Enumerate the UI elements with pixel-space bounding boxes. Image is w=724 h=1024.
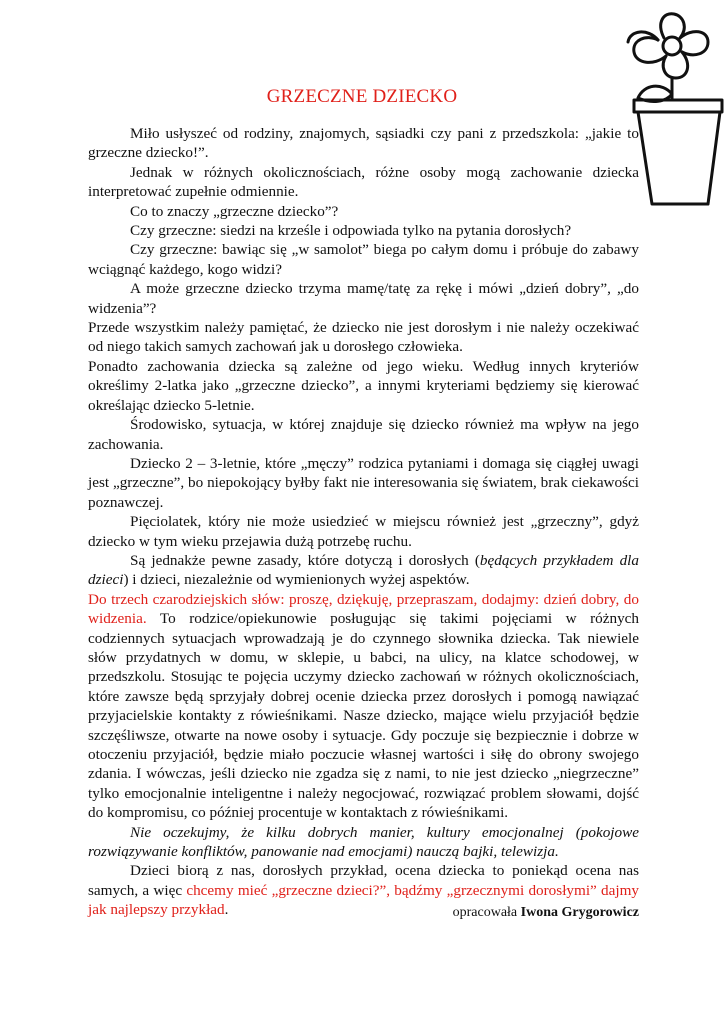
- paragraph-text: Są jednakże pewne zasady, które dotyczą i dorosłych (: [130, 551, 480, 569]
- paragraph: Dziecko 2 – 3-letnie, które „męczy” rodzica pytaniami i domaga się ciągłej uwagi jest „grzeczne”, bo niepokojący byłby fakt nie interesowania się światem, brak ciekawości poznawczej.: [88, 454, 639, 511]
- paragraph-text: To rodzice/opiekunowie posługując się takimi pojęciami w różnych codziennych sytuacjach wprowadzają je do czynnego słownika dziecka. Tak niewiele słów przydatnych w domu, w sklepie, u babci, na ulicy, na klatce schodowej, w przedszkolu. Stosując te pojęcia uczymy dziecko zachowań w różnych okolicznościach, które zawsze będą sprzyjały dobrej ocenie dziecka przez dorosłych i pomogą nawiązać przyjacielskie kontakty z rówieśnikami. Nasze dziecko, mające wielu przyjaciół będzie szczęśliwsze, otwarte na nowe osoby i sytuacje. Gdy poczuje się bezpiecznie i dobrze w otoczeniu przyjaciół, będzie miało poczucie własnej wartości i siłę do obrony swojego zdania. I wówczas, jeśli dziecko nie zgadza się z nami, to nie jest dziecko „niegrzeczne” tylko emocjonalnie inteligentne i należy negocjować, rozwiązać problem słowami, dojść do kompromisu, co później procentuje w kontaktach z rówieśnikami.: [88, 610, 639, 822]
- article-body: [88, 124, 639, 920]
- paragraph: [88, 590, 639, 823]
- paragraph: Czy grzeczne: bawiąc się „w samolot” biega po całym domu i próbuje do zabawy wciągnąć każdego, kogo widzi?: [88, 241, 639, 278]
- author-name: Iwona Grygorowicz: [520, 905, 639, 920]
- highlighted-text: chcemy mieć „grzeczne dzieci?”, bądźmy „grzecznymi dorosłymi” dajmy jak najlepszy przykład: [88, 881, 639, 919]
- author-signature: [453, 905, 639, 921]
- paragraph-italic-text: będących przykładem dla dzieci: [88, 551, 639, 589]
- highlighted-text: Do trzech czarodziejskich słów: proszę, dziękuję, przepraszam, dodajmy: dzień dobry, do widzenia.: [88, 590, 639, 628]
- paragraph-text: ) i dzieci, niezależnie od wymienionych wyżej aspektów.: [123, 571, 470, 589]
- paragraph-text: .: [224, 901, 229, 919]
- paragraph-text: Dzieci biorą z nas, dorosłych przykład, ocena dziecka to poniekąd ocena nas samych, a więc: [88, 862, 639, 899]
- paragraph: Środowisko, sytuacja, w której znajduje się dziecko również ma wpływ na jego zachowania.: [88, 416, 639, 453]
- paragraph: [88, 551, 639, 590]
- paragraph: Czy grzeczne: siedzi na krześle i odpowiada tylko na pytania dorosłych?: [130, 222, 572, 240]
- paragraph: Przede wszystkim należy pamiętać, że dziecko nie jest dorosłym i nie należy oczekiwać od niego takich samych zachowań jak u dorosłego człowieka.: [88, 319, 639, 356]
- paragraph: A może grzeczne dziecko trzyma mamę/tatę za rękę i mówi „dzień dobry”, „do widzenia”?: [88, 280, 639, 317]
- paragraph: Ponadto zachowania dziecka są zależne od jego wieku. Według innych kryteriów określimy 2-latka jako „grzeczne dziecko”, a innymi kryteriami będziemy się kierować określając dziecko 5-letnie.: [88, 357, 639, 414]
- paragraph: Jednak w różnych okolicznościach, różne osoby mogą zachowanie dziecka interpretować zupełnie odmiennie.: [88, 163, 639, 201]
- paragraph: Miło usłyszeć od rodziny, znajomych, sąsiadki czy pani z przedszkola: „jakie to grzeczne dziecko!”.: [88, 125, 639, 162]
- paragraph: Nie oczekujmy, że kilku dobrych manier, kultury emocjonalnej (pokojowe rozwiązywanie konfliktów, panowanie nad emocjami) nauczą bajki, telewizja.: [88, 823, 639, 861]
- paragraph: Co to znaczy „grzeczne dziecko”?: [130, 202, 339, 220]
- page-title: GRZECZNE DZIECKO: [266, 86, 458, 107]
- signature-prefix: opracowała: [452, 905, 521, 920]
- paragraph: Pięciolatek, który nie może usiedzieć w miejscu również jest „grzeczny”, gdyż dziecko w tym wieku przejawia dużą potrzebę ruchu.: [88, 513, 639, 550]
